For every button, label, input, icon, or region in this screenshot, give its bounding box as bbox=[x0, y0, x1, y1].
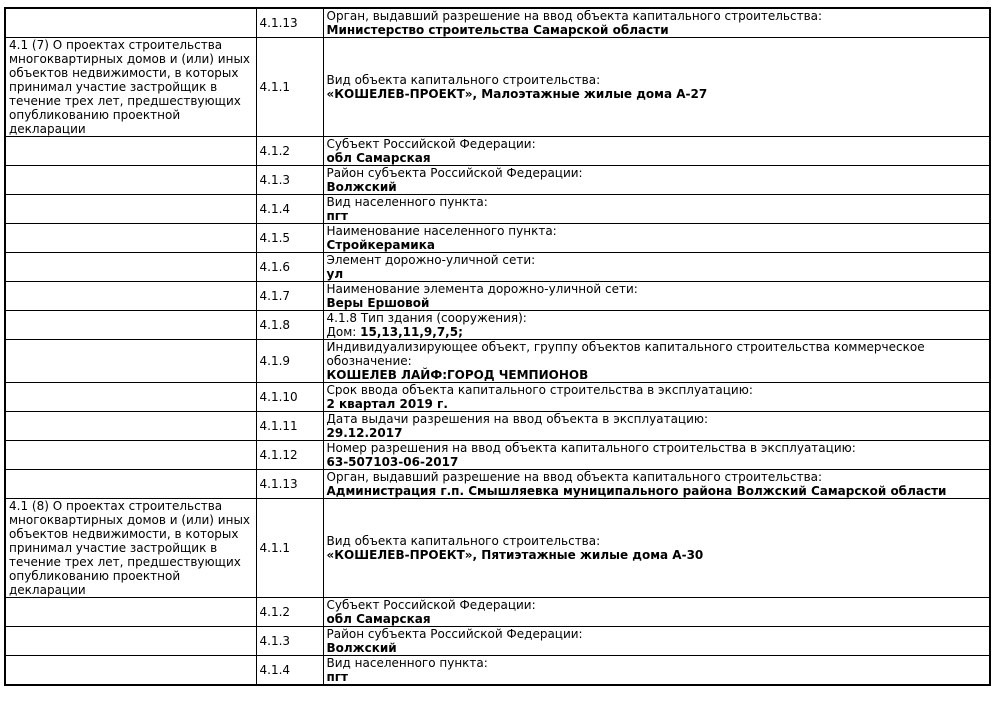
row-content bbox=[323, 8, 990, 38]
row-code: 4.1.10 bbox=[256, 383, 323, 412]
section-description bbox=[5, 383, 256, 412]
field-value bbox=[327, 670, 987, 684]
row-code: 4.1.4 bbox=[256, 195, 323, 224]
table-row bbox=[5, 38, 990, 137]
row-code: 4.1.9 bbox=[256, 340, 323, 383]
field-label: Субъект Российской Федерации: bbox=[326, 137, 536, 151]
field-value bbox=[327, 397, 987, 411]
row-code: 4.1.11 bbox=[256, 412, 323, 441]
field-value bbox=[327, 87, 987, 101]
row-content bbox=[323, 383, 990, 412]
field-value-text: Волжский bbox=[326, 180, 397, 194]
field-value bbox=[327, 151, 987, 165]
field-label: Субъект Российской Федерации: bbox=[326, 598, 536, 612]
row-code: 4.1.8 bbox=[256, 311, 323, 340]
field-value-text: Стройкерамика bbox=[326, 238, 435, 252]
field-label: Наименование элемента дорожно-уличной сети: bbox=[326, 282, 638, 296]
table-row bbox=[5, 8, 990, 38]
row-content bbox=[323, 627, 990, 656]
row-content bbox=[323, 195, 990, 224]
table-row bbox=[5, 412, 990, 441]
table-row bbox=[5, 499, 990, 598]
field-value-text: обл Самарская bbox=[326, 151, 431, 165]
field-value-text: «КОШЕЛЕВ-ПРОЕКТ», Малоэтажные жилые дома А-27 bbox=[326, 87, 708, 101]
row-content bbox=[323, 253, 990, 282]
field-value-text: пгт bbox=[326, 670, 349, 684]
table-row bbox=[5, 627, 990, 656]
section-description bbox=[5, 311, 256, 340]
field-value bbox=[327, 267, 987, 281]
row-content bbox=[323, 470, 990, 499]
section-description: 4.1 (7) О проектах строительства многоквартирных домов и (или) иных объектов недвижимости, в которых принимал участие застройщик в течение трех лет, предшествующих опубликованию проектной декларации bbox=[5, 38, 256, 137]
field-label: Район субъекта Российской Федерации: bbox=[326, 627, 583, 641]
field-value bbox=[327, 238, 987, 252]
field-value-text: Министерство строительства Самарской области bbox=[326, 23, 669, 37]
field-value bbox=[327, 296, 987, 310]
row-content bbox=[323, 598, 990, 627]
field-value-text: 63-507103-06-2017 bbox=[326, 455, 459, 469]
table-row bbox=[5, 598, 990, 627]
field-value bbox=[327, 209, 987, 223]
row-code: 4.1.4 bbox=[256, 656, 323, 686]
table-row bbox=[5, 656, 990, 686]
table-row bbox=[5, 253, 990, 282]
field-value-text: 2 квартал 2019 г. bbox=[326, 397, 448, 411]
section-description bbox=[5, 253, 256, 282]
row-content bbox=[323, 311, 990, 340]
field-label: Орган, выдавший разрешение на ввод объекта капитального строительства: bbox=[326, 9, 823, 23]
row-code: 4.1.7 bbox=[256, 282, 323, 311]
section-description bbox=[5, 340, 256, 383]
section-description bbox=[5, 627, 256, 656]
field-value bbox=[327, 23, 987, 37]
field-label: Дата выдачи разрешения на ввод объекта в эксплуатацию: bbox=[326, 412, 709, 426]
section-description bbox=[5, 598, 256, 627]
section-description bbox=[5, 656, 256, 686]
table-row bbox=[5, 340, 990, 383]
row-content bbox=[323, 412, 990, 441]
section-description bbox=[5, 195, 256, 224]
field-value-prefix: Дом: bbox=[326, 325, 361, 339]
row-code: 4.1.13 bbox=[256, 470, 323, 499]
row-content bbox=[323, 656, 990, 686]
field-label: Элемент дорожно-уличной сети: bbox=[326, 253, 536, 267]
row-content bbox=[323, 441, 990, 470]
section-description bbox=[5, 137, 256, 166]
row-code: 4.1.2 bbox=[256, 137, 323, 166]
field-label: Вид объекта капитального строительства: bbox=[326, 534, 601, 548]
field-label: Район субъекта Российской Федерации: bbox=[326, 166, 583, 180]
field-value-text: обл Самарская bbox=[326, 612, 431, 626]
field-value-text: 29.12.2017 bbox=[326, 426, 403, 440]
table-row bbox=[5, 224, 990, 253]
table-row bbox=[5, 383, 990, 412]
field-value bbox=[327, 368, 987, 382]
field-value bbox=[327, 612, 987, 626]
field-label: Индивидуализирующее объект, группу объектов капитального строительства коммерческое обозначение: bbox=[326, 340, 925, 368]
field-value bbox=[327, 455, 987, 469]
row-code: 4.1.6 bbox=[256, 253, 323, 282]
row-code: 4.1.3 bbox=[256, 166, 323, 195]
declaration-table-body bbox=[5, 8, 990, 685]
section-description bbox=[5, 166, 256, 195]
row-code: 4.1.13 bbox=[256, 8, 323, 38]
field-label: Номер разрешения на ввод объекта капитального строительства в эксплуатацию: bbox=[326, 441, 856, 455]
section-description bbox=[5, 441, 256, 470]
field-value-text: КОШЕЛЕВ ЛАЙФ:ГОРОД ЧЕМПИОНОВ bbox=[326, 368, 589, 382]
table-row bbox=[5, 195, 990, 224]
field-value bbox=[327, 426, 987, 440]
field-label: Вид населенного пункта: bbox=[326, 656, 488, 670]
row-code: 4.1.1 bbox=[256, 499, 323, 598]
section-description bbox=[5, 470, 256, 499]
field-value-text: 15,13,11,9,7,5; bbox=[360, 325, 463, 339]
field-label: Наименование населенного пункта: bbox=[326, 224, 557, 238]
field-label: Вид объекта капитального строительства: bbox=[326, 73, 601, 87]
field-label: Орган, выдавший разрешение на ввод объекта капитального строительства: bbox=[326, 470, 823, 484]
table-row bbox=[5, 282, 990, 311]
row-code: 4.1.5 bbox=[256, 224, 323, 253]
table-row bbox=[5, 137, 990, 166]
row-code: 4.1.3 bbox=[256, 627, 323, 656]
row-code: 4.1.1 bbox=[256, 38, 323, 137]
section-description bbox=[5, 8, 256, 38]
field-value-text: «КОШЕЛЕВ-ПРОЕКТ», Пятиэтажные жилые дома А-30 bbox=[326, 548, 704, 562]
field-label: Срок ввода объекта капитального строительства в эксплуатацию: bbox=[326, 383, 753, 397]
row-content bbox=[323, 38, 990, 137]
declaration-table bbox=[4, 7, 991, 686]
field-value-text: Веры Ершовой bbox=[326, 296, 430, 310]
field-value bbox=[327, 548, 987, 562]
field-label: Вид населенного пункта: bbox=[326, 195, 488, 209]
table-row bbox=[5, 441, 990, 470]
section-description bbox=[5, 282, 256, 311]
field-value bbox=[327, 325, 987, 339]
row-content bbox=[323, 340, 990, 383]
table-row bbox=[5, 470, 990, 499]
row-code: 4.1.12 bbox=[256, 441, 323, 470]
field-value-text: Волжский bbox=[326, 641, 397, 655]
row-content bbox=[323, 137, 990, 166]
row-code: 4.1.2 bbox=[256, 598, 323, 627]
field-value-text: Администрация г.п. Смышляевка муниципального района Волжский Самарской области bbox=[326, 484, 947, 498]
section-description bbox=[5, 224, 256, 253]
table-row bbox=[5, 311, 990, 340]
field-value-text: ул bbox=[326, 267, 344, 281]
table-row bbox=[5, 166, 990, 195]
field-label: 4.1.8 Тип здания (сооружения): bbox=[326, 311, 527, 325]
row-content bbox=[323, 282, 990, 311]
section-description: 4.1 (8) О проектах строительства многоквартирных домов и (или) иных объектов недвижимости, в которых принимал участие застройщик в течение трех лет, предшествующих опубликованию проектной декларации bbox=[5, 499, 256, 598]
row-content bbox=[323, 499, 990, 598]
row-content bbox=[323, 224, 990, 253]
field-value bbox=[327, 641, 987, 655]
field-value bbox=[327, 180, 987, 194]
section-description bbox=[5, 412, 256, 441]
field-value-text: пгт bbox=[326, 209, 349, 223]
row-content bbox=[323, 166, 990, 195]
field-value bbox=[327, 484, 987, 498]
